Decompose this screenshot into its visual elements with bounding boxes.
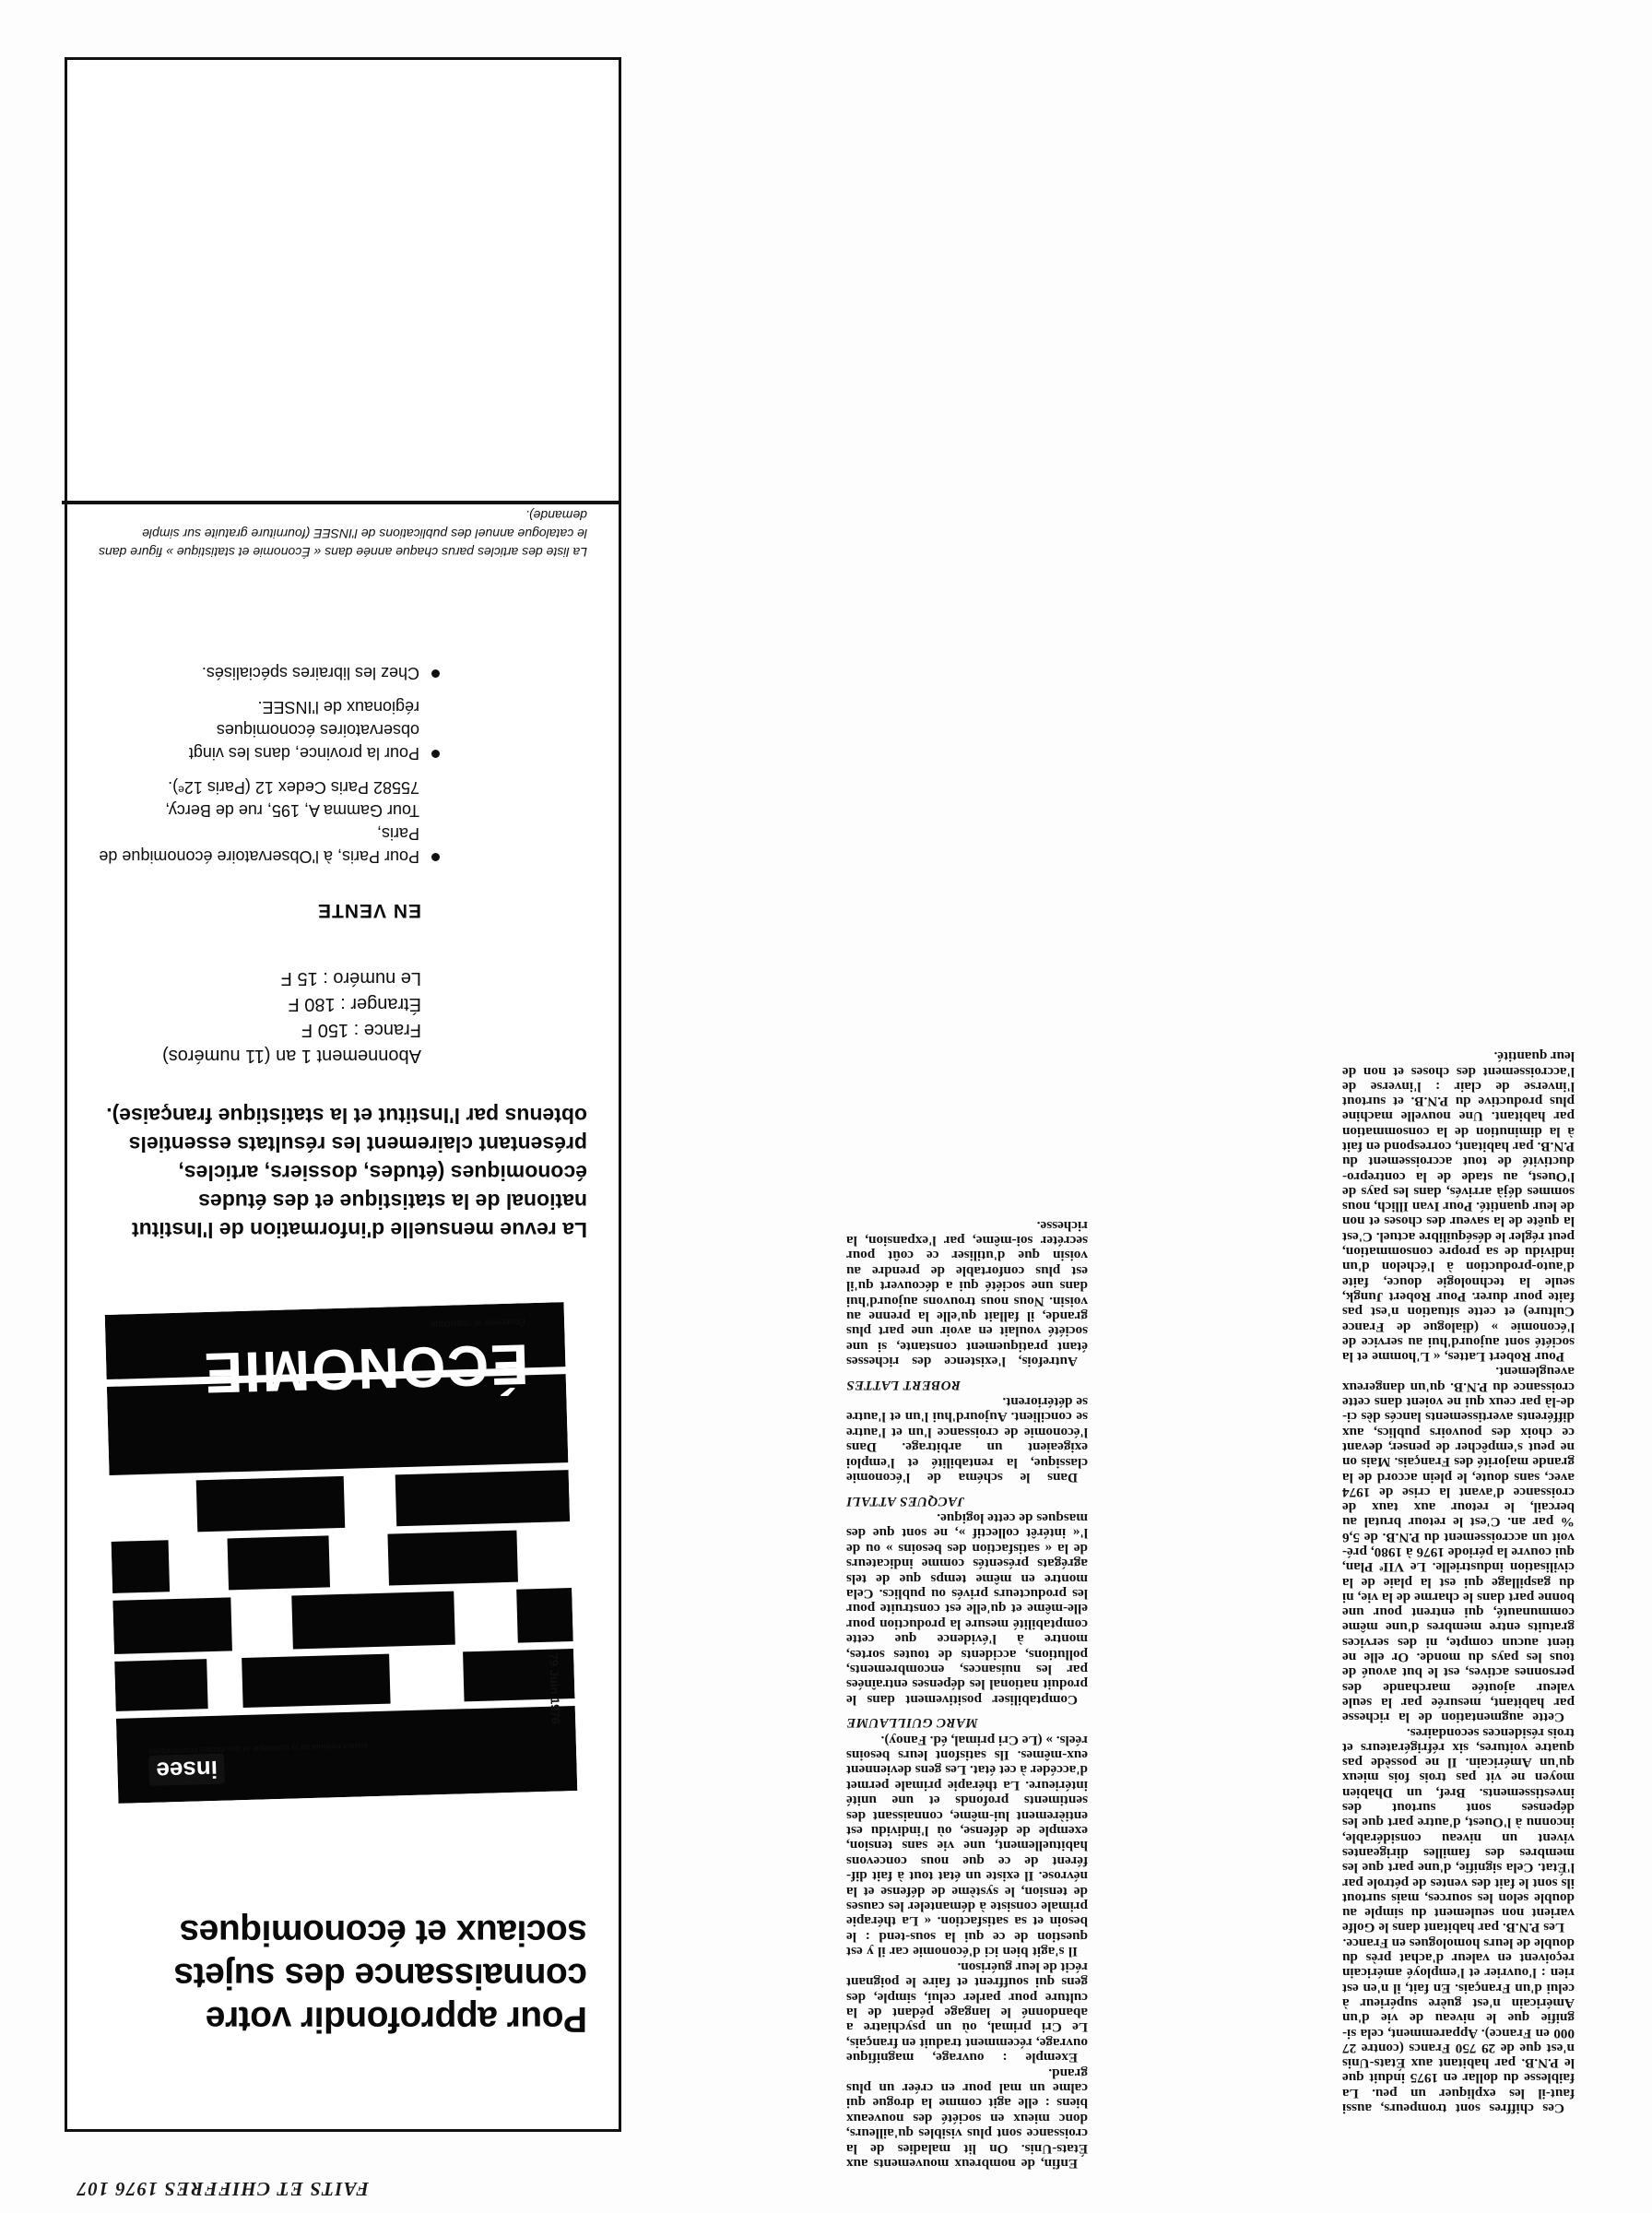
paragraph: Cette augmentation de la richesse par habitant, mesurée par la seule valeur ajoutée marchande des personnes actives, est le but avoué de tous les pays du monde. Or elle ne tient aucun compte, ni des services gratuits entre membres d'une même communauté, qui entrent pour une bonne part dans le charme de la vie, ni du gaspillage qui est la plaie de la civilisation industrielle. Le VIIᵉ Plan, qui couvre la période 1976 à 1980, prévoit un accroissement du P.N.B. de 5,6 % par an. C'est le retour brutal au bercail, le retour aux taux de croissance d'avant la crise de 1974 avec, sans doute, le plein accord de la grande majorité des Français. Mais on ne peut s'empêcher de penser, devant ce choix des pouvoirs publics, aux différents avertissements lancés dès ci-de-là par ceux qui ne voient dans cette croissance du P.N.B. qu'un dangereux aveuglement. xyxy=(1342,1364,1575,1726)
horizontal-rule xyxy=(62,501,619,504)
subscription-line: France : 150 F xyxy=(301,1020,421,1040)
article-column-middle xyxy=(846,50,1088,2171)
bullet-icon xyxy=(431,853,440,861)
insee-logo: insee xyxy=(148,1754,225,1786)
cover-issue-number: 79 Juin 1976 xyxy=(547,1652,563,1725)
author-signature: JACQUES ATTALI xyxy=(846,1493,964,1509)
list-item xyxy=(89,695,440,764)
outlet-sub: Tour Gamma A, 195, rue de Bercy, xyxy=(165,801,419,820)
author-signature: MARC GUILLAUME xyxy=(846,1715,978,1731)
advert-description xyxy=(95,1101,587,1244)
advertisement-box xyxy=(65,57,621,2132)
insee-logo-subtitle: institut national de la statistique et des études économiques xyxy=(148,1741,368,1757)
advert-description-lead: La revue mensuelle d'information de l'Institut national de la statistique et des études économiques (études, dossiers, articles, xyxy=(131,1161,587,1242)
paragraph: Exemple : ouvrage, magnifique ouvrage, récemment traduit en français, Le Cri primal, où un psychiatre a abandonné le langage pédant de la culture pour parler celui, simple, des gens qui souffrent et faire le poignant récit de leur guérison. xyxy=(846,1959,1088,2066)
list-item xyxy=(89,775,440,868)
magazine-cover-image xyxy=(105,1302,578,1804)
paragraph: Enfin, de nombreux mouvements aux États-Unis. On lit maladies de la croissance sont plus visibles qu'ailleurs, donc mieux en société des nouveaux biens : elle agit comme la drogue qui calme un mal pour en créer un plus grand. xyxy=(846,2065,1088,2172)
paragraph: Il s'agit bien ici d'économie car il y est question de ce qui la sous-tend : le besoin et sa satisfaction. « La thérapie primale consiste à démanteler les causes de tension, le système de défense et la névrose. Il existe un état tout à fait différent de ce que nous concevons habituellement, une vie sans tension, exemple de défense, où l'individu est entièrement lui-même, connaissant des sentiments profonds et une unité intérieure. La thérapie primale permet d'accéder à cet état. Les gens deviennent eux-mêmes. Ils satisfont leurs besoins réels. » (Le Cri primal, éd. Fanoy). xyxy=(846,1732,1088,1960)
subscription-line: Le numéro : 15 F xyxy=(280,968,421,988)
running-head: FAITS ET CHIFFRES 1976 107 xyxy=(76,2178,369,2200)
paragraph: Comptabiliser positivement dans le produit national les dépenses entraînées par les nuisances, encombrements, pollutions, accidents de toutes sortes, montre à l'évidence que cette comptabilité mesure la production pour elle-même et qu'elle est construite pour les producteurs privés ou publics. Cela montre en même temps que de tels agrégats présentés comme indicateurs de la « satisfaction des besoins » ou de l'« intérêt collectif », ne sont que des masques de cette logique. xyxy=(846,1509,1088,1708)
paragraph: Dans le schéma de l'économie classique, la rentabilité et l'emploi exigeaient un arbitrage. Dans l'économie de croissance l'un et l'autre se concilient. Aujourd'hui l'un et l'autre se détériorent. xyxy=(846,1394,1088,1486)
outlet-sub: régionaux de l'INSEE. xyxy=(257,698,419,716)
article-column-left xyxy=(1342,50,1575,2115)
cover-subtitle: Économie et statistique xyxy=(430,1316,526,1330)
author-signature: ROBERT LATTES xyxy=(846,1377,961,1392)
subscription-prices xyxy=(91,965,421,1069)
subscription-line: Abonnement 1 an (11 numéros) xyxy=(162,1046,421,1066)
advert-description-tail: présentant clairement les résultats essentiels obtenus par l'Institut et la statistique française). xyxy=(106,1104,587,1156)
bullet-icon xyxy=(431,750,440,758)
list-item xyxy=(89,661,440,684)
paragraph: Autrefois, l'existence des richesses étant pratiquement constante, si une société voulait en avoir une part plus grande, il fallait qu'elle la prenne au voisin. Nous nous trouvons aujourd'hui dans une société qui a découvert qu'il est plus confortable de prendre au voisin que d'utiliser ce coût pour secréter soi-même, par l'expansion, la richesse. xyxy=(846,1217,1088,1370)
en-vente-label: EN VENTE xyxy=(316,900,421,921)
outlet-text: Chez les libraires spécialisés. xyxy=(201,664,419,682)
cover-title: ÉCONOMIE xyxy=(201,1331,530,1405)
outlet-sub: 75582 Paris Cedex 12 (Paris 12ᵉ). xyxy=(168,778,419,797)
outlet-text: Pour Paris, à l'Observatoire économique de Paris, xyxy=(99,824,419,866)
outlet-text: Pour la province, dans les vingt observatoires économiques xyxy=(188,721,419,763)
paragraph: Ces chiffres sont trompeurs, aussi faut-il les expliquer un peu. La faiblesse du dollar en 1975 induit que le P.N.B. par habitant aux États-Unis n'est que de 29 750 Francs (contre 27 000 en France). Apparemment, cela signifie que le niveau de vie d'un Américain n'est guère supérieur à celui d'un Français. En fait, il n'en est rien : l'ouvrier et l'employé américain reçoivent en valeur d'achat près du double de leurs homologues en France. xyxy=(1342,1935,1575,2116)
advert-footnote: La liste des articles parus chaque année dans « Économie et statistique » figure dans le catalogue annuel des publications de l'INSEE (fourniture gratuite sur simple demande). xyxy=(99,508,587,560)
paragraph: Les P.N.B. par habitant dans le Golfe varient non seulement du simple au double selon les sources, mais surtout ils sont le fait des ventes de pétrole par l'État. Cela signifie, d'une part que les membres des familles dirigeantes vivent un niveau considérable, inconnu à l'Ouest, d'autre part que les dépenses sont surtout des investissements. Bref, un Dhabien moyen ne vit pas trois fois mieux qu'un Américain. Il ne possède pas quatre voitures, six réfrigérateurs et trois résidences secondaires. xyxy=(1342,1724,1575,1936)
outlets-list xyxy=(89,650,440,868)
paragraph: Pour Robert Lattes, « L'homme et la société sont aujourd'hui au service de l'économie » (dialogue de France Culture) et cette situation n'est pas faite pour durer. Pour Robert Jungk, seule la technologie douce, faite d'auto-production à l'échelon d'un individu de sa propre consommation, peut régler le déséquilibre actuel. C'est la quête de la saveur des choses et non de leur quantité. Pour Ivan Illich, nous sommes déjà arrivés, dans les pays de l'Ouest, au stade de la contreproductivité de tout accroissement du P.N.B. par habitant, correspond en fait à la diminution de la consommation par habitant. Une nouvelle machine plus productive du P.N.B. et surtout l'inverse de clair : l'inverse de l'accroissement des choses et non de leur quantité. xyxy=(1342,1048,1575,1366)
advert-headline: Pour approfondir votre connaissance des sujets sociaux et économiques xyxy=(173,1912,587,2039)
bullet-icon xyxy=(431,669,440,678)
subscription-line: Étranger : 180 F xyxy=(288,994,421,1014)
